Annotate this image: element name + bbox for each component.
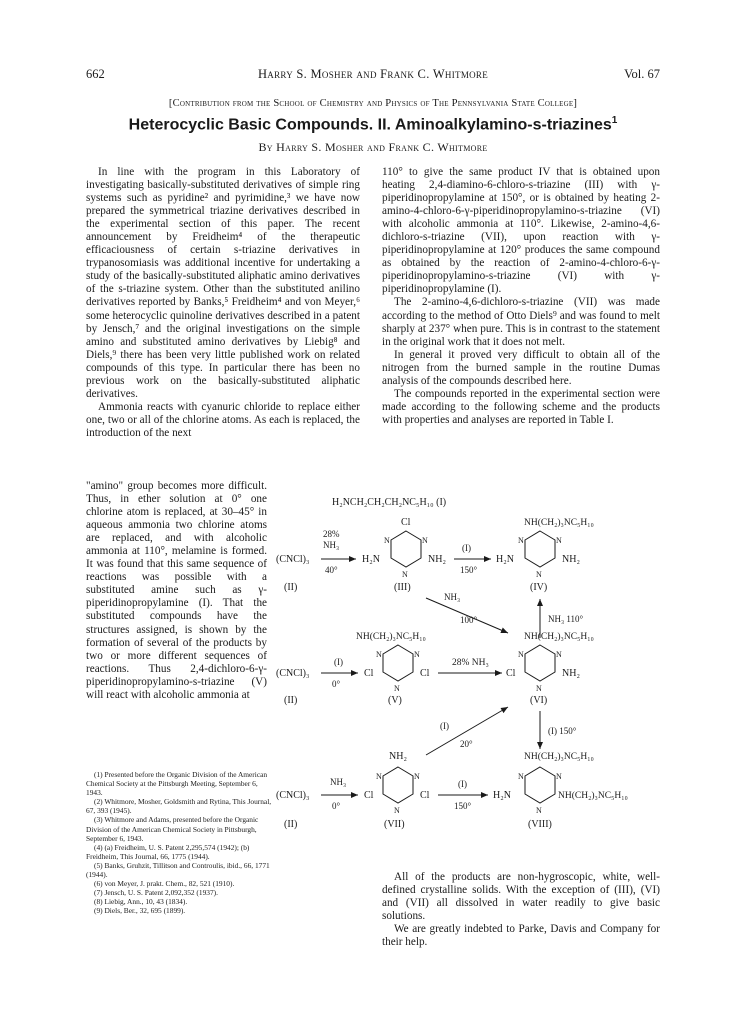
- scheme-intro-paragraph: The compounds reported in the experimental section were made according to the following scheme and the products with properties and analyses are reported in Table I.: [382, 387, 660, 426]
- VII-ring-N: N: [394, 806, 400, 815]
- footnote: (9) Diels, Ber., 32, 695 (1899).: [94, 906, 186, 916]
- VIII-right-substituent: NH(CH₂)₃NC₅H₁₀: [558, 791, 628, 801]
- diag-cond-100: 100°: [460, 615, 478, 625]
- row3-cond-nh3: NH₃: [330, 777, 347, 787]
- VII-ring-N: N: [376, 772, 382, 781]
- reaction-scheme: [276, 493, 666, 863]
- VIII-ring-N: N: [518, 772, 524, 781]
- left-column: [86, 166, 360, 440]
- VIII-top-substituent: NH(CH₂)₃NC₅H₁₀: [524, 752, 594, 762]
- III-ring-N: N: [402, 570, 408, 579]
- diag2-cond-I: (I): [440, 721, 449, 731]
- left-narrow-column: [86, 480, 267, 702]
- row1-cond-I: (I): [462, 543, 471, 553]
- III-right-NH2: NH₂: [428, 554, 446, 565]
- VIII-left-H2N: H₂N: [493, 790, 511, 801]
- row2-label-VI: (VI): [530, 695, 548, 706]
- acknowledgment-paragraph: We are greatly indebted to Parke, Davis and Company for their help.: [382, 923, 660, 948]
- vertical-cond-I-150: (I) 150°: [548, 726, 577, 736]
- right-column: [382, 166, 660, 427]
- row1-cond-150: 150°: [460, 565, 478, 575]
- page-number: 662: [86, 67, 105, 81]
- V-ring-N: N: [414, 650, 420, 659]
- footnotes: [86, 770, 272, 916]
- row3-cyanuric-chloride: (CNCl)₃: [276, 790, 310, 801]
- running-head-authors: Harry S. Mosher and Frank C. Whitmore: [257, 67, 489, 81]
- triazine-ring-VII: [383, 767, 413, 803]
- continuation-paragraph: 110° to give the same product IV that is obtained upon heating 2,4-diamino-6-chloro-s-triazine (III) with γ-piperidinopropylamine at 150°, or is obtained by heating 2-amino-4-chloro-6-γ-piperidinopropylamino-s-triazine (VI) with alcoholic ammonia at 110°. Likewise, 2-amino-4,6-dichloro-s-triazine (VII), upon reaction with γ-piperidinopropylamine at 120° produces the same compound as obtained by the reaction of 2-amino-4-chloro-6-γ-piperidinopropylamino-s-triazine (VI) with γ-piperidinopropylamine (I).: [382, 166, 660, 296]
- IV-top-substituent: NH(CH₂)₃NC₅H₁₀: [524, 518, 594, 528]
- triazine-ring-VIII: [525, 767, 555, 803]
- byline: By Harry S. Mosher and Frank C. Whitmore: [258, 140, 488, 154]
- III-left-H2N: H₂N: [362, 554, 380, 565]
- IV-left-H2N: H₂N: [496, 554, 514, 565]
- title-footnote-mark: 1: [611, 115, 618, 126]
- intro-paragraph: In line with the program in this Laboratory of investigating basically-substituted derivatives of simple ring systems such as pyridine² and pyrimidine,³ we have now prepared the symmetrical triazine derivatives described in the experimental section of this paper. The recent announcement by Freidheim⁴ of the therapeutic efficaciousness of certain s-triazine derivatives in trypanosomiasis was additional incentive for undertaking a study of the basically-substituted aliphatic amino derivatives of the s-triazine system. Other than the substituted anilino derivatives reported by Banks,⁵ Freidheim⁴ and von Meyer,⁶ some heterocyclic quinoline derivatives described in a patent by Jensch,⁷ and the original investigations on the simple amino and substituted amino derivatives by Liebig⁸ and Diels,⁹ there has been very little published work on related compounds of this type. In particular there has been no previous work on the basically-substituted aliphatic derivatives.: [86, 166, 360, 400]
- row1-cond-40: 40°: [325, 565, 338, 575]
- row2-label-II: (II): [284, 695, 298, 706]
- footnote: (3) Whitmore and Adams, presented before the Organic Division of the American Chemical Society in Pittsburgh, September 6, 1943.: [86, 815, 259, 843]
- VI-ring-N: N: [536, 684, 542, 693]
- footnote: (8) Liebig, Ann., 10, 43 (1834).: [94, 897, 188, 907]
- IV-ring-N: N: [536, 570, 542, 579]
- triazine-ring-VI: [525, 645, 555, 681]
- footnote: (6) von Meyer, J. prakt. Chem., 82, 521 (1910).: [94, 879, 235, 889]
- triazine-ring-IV: [525, 531, 555, 567]
- row2-cond-0: 0°: [332, 679, 341, 689]
- VII-ring-N: N: [414, 772, 420, 781]
- footnote: (4) (a) Freidheim, U. S. Patent 2,295,574 (1942); (b) Freidheim, This Journal, 66, 1775 (1944).: [86, 842, 250, 861]
- VI-top-substituent: NH(CH₂)₃NC₅H₁₀: [524, 632, 594, 642]
- row3-label-VIII: (VIII): [528, 819, 552, 830]
- VII-right-Cl: Cl: [420, 790, 430, 801]
- V-right-Cl: Cl: [420, 668, 430, 679]
- row1-cond-28pct: 28%: [323, 529, 340, 539]
- VII-left-Cl: Cl: [364, 790, 374, 801]
- volume-number: Vol. 67: [624, 67, 660, 81]
- IV-ring-N: N: [518, 536, 524, 545]
- V-ring-N: N: [376, 650, 382, 659]
- triazine-ring-III: [391, 531, 421, 567]
- article-title-text: Heterocyclic Basic Compounds. II. Aminoalkylamino-s-triazines: [128, 116, 612, 134]
- row3-cond-0: 0°: [332, 801, 341, 811]
- IV-ring-N: N: [556, 536, 562, 545]
- melting-point-paragraph: The 2-amino-4,6-dichloro-s-triazine (VII) was made according to the method of Otto Diels⁹ and was found to melt sharply at 237° when pure. This is in contrast to the statement in the original work that it does not melt.: [382, 296, 660, 348]
- row2-cond-28-nh3: 28% NH₃: [452, 658, 489, 668]
- VI-left-Cl: Cl: [506, 668, 516, 679]
- row3-label-VII: (VII): [384, 819, 405, 830]
- analysis-paragraph: In general it proved very difficult to obtain all of the nitrogen from the burned sample in the routine Dumas analysis of the compounds described here.: [382, 348, 660, 387]
- diag-cond-nh3: NH₃: [444, 592, 461, 602]
- running-head: [86, 67, 660, 83]
- right-bottom-column: [382, 871, 660, 949]
- row3-label-II: (II): [284, 819, 298, 830]
- row2-cond-I: (I): [334, 657, 343, 667]
- article-title: [86, 115, 660, 134]
- reagent-I-formula: H₂NCH₂CH₂CH₂NC₅H₁₀ (I): [332, 497, 447, 508]
- ammonia-paragraph: Ammonia reacts with cyanuric chloride to replace either one, two or all of the chlorine atoms. As each is replaced, the introduction of the next: [86, 400, 360, 439]
- triazine-ring-V: [383, 645, 413, 681]
- row1-label-II: (II): [284, 582, 298, 593]
- III-ring-N: N: [384, 536, 390, 545]
- row3-cond-I: (I): [458, 779, 467, 789]
- row1-label-IV: (IV): [530, 582, 548, 593]
- V-left-Cl: Cl: [364, 668, 374, 679]
- III-top-Cl: Cl: [401, 517, 411, 528]
- row1-cond-nh3: NH₃: [323, 540, 340, 550]
- V-ring-N: N: [394, 684, 400, 693]
- VI-ring-N: N: [556, 650, 562, 659]
- footnote: (7) Jensch, U. S. Patent 2,092,352 (1937).: [94, 888, 218, 898]
- VI-ring-N: N: [518, 650, 524, 659]
- reaction-sequence-paragraph: "amino" group becomes more difficult. Thus, in ether solution at 0° one chlorine atom is replaced, at 30–45° in aqueous ammonia two chlorine atoms are replaced, and with alcoholic ammonia at 110°, melamine is formed. It was found that this same sequence of reactions was possible with a substituted amine such as γ-piperidinopropylamine (I). That the substituted compounds have the structures assigned, is shown by the formation of several of the products by two or more different sequences of reactions. Thus 2,4-dichloro-6-γ-piperidinopropylamino-s-triazine (V) will react with alcoholic ammonia at: [86, 480, 267, 701]
- row1-cyanuric-chloride: (CNCl)₃: [276, 554, 310, 565]
- row1-label-III: (III): [394, 582, 411, 593]
- VIII-ring-N: N: [556, 772, 562, 781]
- diag2-cond-20: 20°: [460, 739, 473, 749]
- contribution-line: [Contribution from the School of Chemistry and Physics of The Pennsylvania State College]: [168, 98, 578, 109]
- footnote: (5) Banks, Gruhzit, Tillitson and Controulis, ibid., 66, 1771 (1944).: [86, 860, 270, 880]
- footnote: (2) Whitmore, Mosher, Goldsmith and Rytina, This Journal, 67, 393 (1945).: [86, 797, 272, 816]
- row2-cyanuric-chloride: (CNCl)₃: [276, 668, 310, 679]
- III-ring-N: N: [422, 536, 428, 545]
- row2-label-V: (V): [388, 695, 402, 706]
- V-top-substituent: NH(CH₂)₃NC₅H₁₀: [356, 632, 426, 642]
- products-paragraph: All of the products are non-hygroscopic, white, well-defined crystalline solids. With the exception of (III), (VI) and (VII) all dissolved in water readily to give basic solutions.: [382, 871, 660, 922]
- row3-cond-150: 150°: [454, 801, 472, 811]
- vertical-cond-nh3-110: NH₃ 110°: [548, 614, 584, 624]
- VIII-ring-N: N: [536, 806, 542, 815]
- VII-top-NH2: NH₂: [389, 751, 407, 762]
- VI-right-NH2: NH₂: [562, 668, 580, 679]
- footnote: (1) Presented before the Organic Division of the American Chemical Society at the Pittsburgh Meeting, September 6, 1943.: [86, 770, 268, 798]
- IV-right-NH2: NH₂: [562, 554, 580, 565]
